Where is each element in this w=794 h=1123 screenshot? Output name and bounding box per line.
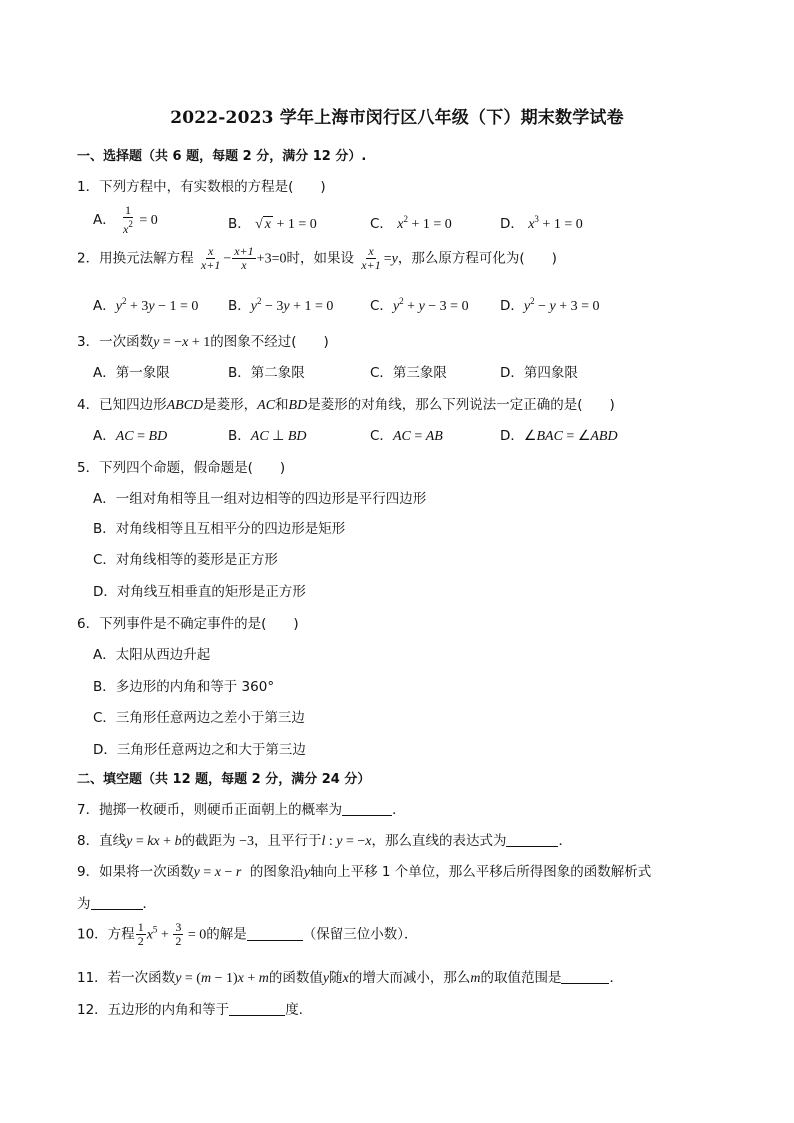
q4-option-c: C．AC = AB [370,428,443,444]
question-7: 7．抛掷一枚硬币，则硬币正面朝上的概率为 ． [77,802,406,818]
question-4: 4．已知四边形ABCD是菱形，AC和BD是菱形的对角线，那么下列说法一定正确的是( ) [77,397,615,413]
question-6: 6．下列事件是不确定事件的是( ) [77,616,299,632]
q3-option-b: B．第二象限 [228,365,305,381]
q1-option-a: A． $\frac{1}{x^2}$ = 0 [93,203,158,236]
q4-option-b: B．AC ⊥ BD [228,428,307,444]
question-3: 3．一次函数y = −x + 1的图象不经过( ) [77,334,329,350]
q1-option-d: D． $x^3 + 1 = 0$ [500,214,583,232]
q3-option-d: D．第四象限 [500,365,578,381]
question-9: 9．如果将一次函数y = x − r 的图象沿y轴向上平移 1 个单位，那么平移后所得图象的函数解析式 [77,864,652,880]
q1-option-b: B． √ x + 1 = 0 [228,216,317,232]
q4-option-d: D．∠BAC = ∠ABD [500,428,618,444]
q5-option-b: B．对角线相等且互相平分的四边形是矩形 [93,521,346,537]
q6-option-a: A．太阳从西边升起 [93,647,211,663]
question-8: 8．直线y = kx + b的截距为 −3，且平行于l : y = −x，那么直线的表达式为 ． [77,833,572,849]
q5-option-d: D．对角线互相垂直的矩形是正方形 [93,584,306,600]
q5-option-a: A．一组对角相等且一组对边相等的四边形是平行四边形 [93,491,427,507]
q6-option-b: B．多边形的内角和等于 360° [93,679,275,695]
question-11: 11．若一次函数y = (m − 1)x + m的函数值y随x的增大而减小，那么m的取值范围是 ． [77,970,623,986]
q2-option-c: C．$y^2 + y - 3 = 0$ [370,296,469,314]
q2-option-d: D．$y^2 - y + 3 = 0$ [500,296,600,314]
q2-option-b: B．$y^2 - 3y + 1 = 0$ [228,296,334,314]
q3-option-a: A．第一象限 [93,365,170,381]
question-5: 5．下列四个命题，假命题是( ) [77,460,286,476]
question-1: 1．下列方程中，有实数根的方程是( ) [77,179,326,195]
q6-option-d: D．三角形任意两边之和大于第三边 [93,742,306,758]
question-2: 2．用换元法解方程 $\frac{x}{x+1}$ − $\frac{x+1}{x}$ +3=0时，如果设 $\frac{x}{x+1}$ =y，那么原方程可化为( ) [77,244,557,272]
question-10: 10．方程 $\frac{1}{2}$ $x^5$ + $\frac{3}{2}$ = 0的解是 （保留三位小数）． [77,920,418,948]
q5-option-c: C．对角线相等的菱形是正方形 [93,552,278,568]
q4-option-a: A．AC = BD [93,428,168,444]
q1-option-c: C． $x^2 + 1 = 0$ [370,214,452,232]
q2-option-a: A．$y^2 + 3y - 1 = 0$ [93,296,199,314]
page-title: 2022-2023 学年上海市闵行区八年级（下）期末数学试卷 [170,108,624,128]
q6-option-c: C．三角形任意两边之差小于第三边 [93,710,305,726]
section-heading-fill: 二、填空题（共 12 题，每题 2 分，满分 24 分） [77,772,371,787]
q3-option-c: C．第三象限 [370,365,447,381]
question-9-line-2: 为 ． [77,896,156,912]
section-heading-choice: 一、选择题（共 6 题，每题 2 分，满分 12 分）. [77,149,367,164]
question-12: 12．五边形的内角和等于 度. [77,1002,303,1018]
